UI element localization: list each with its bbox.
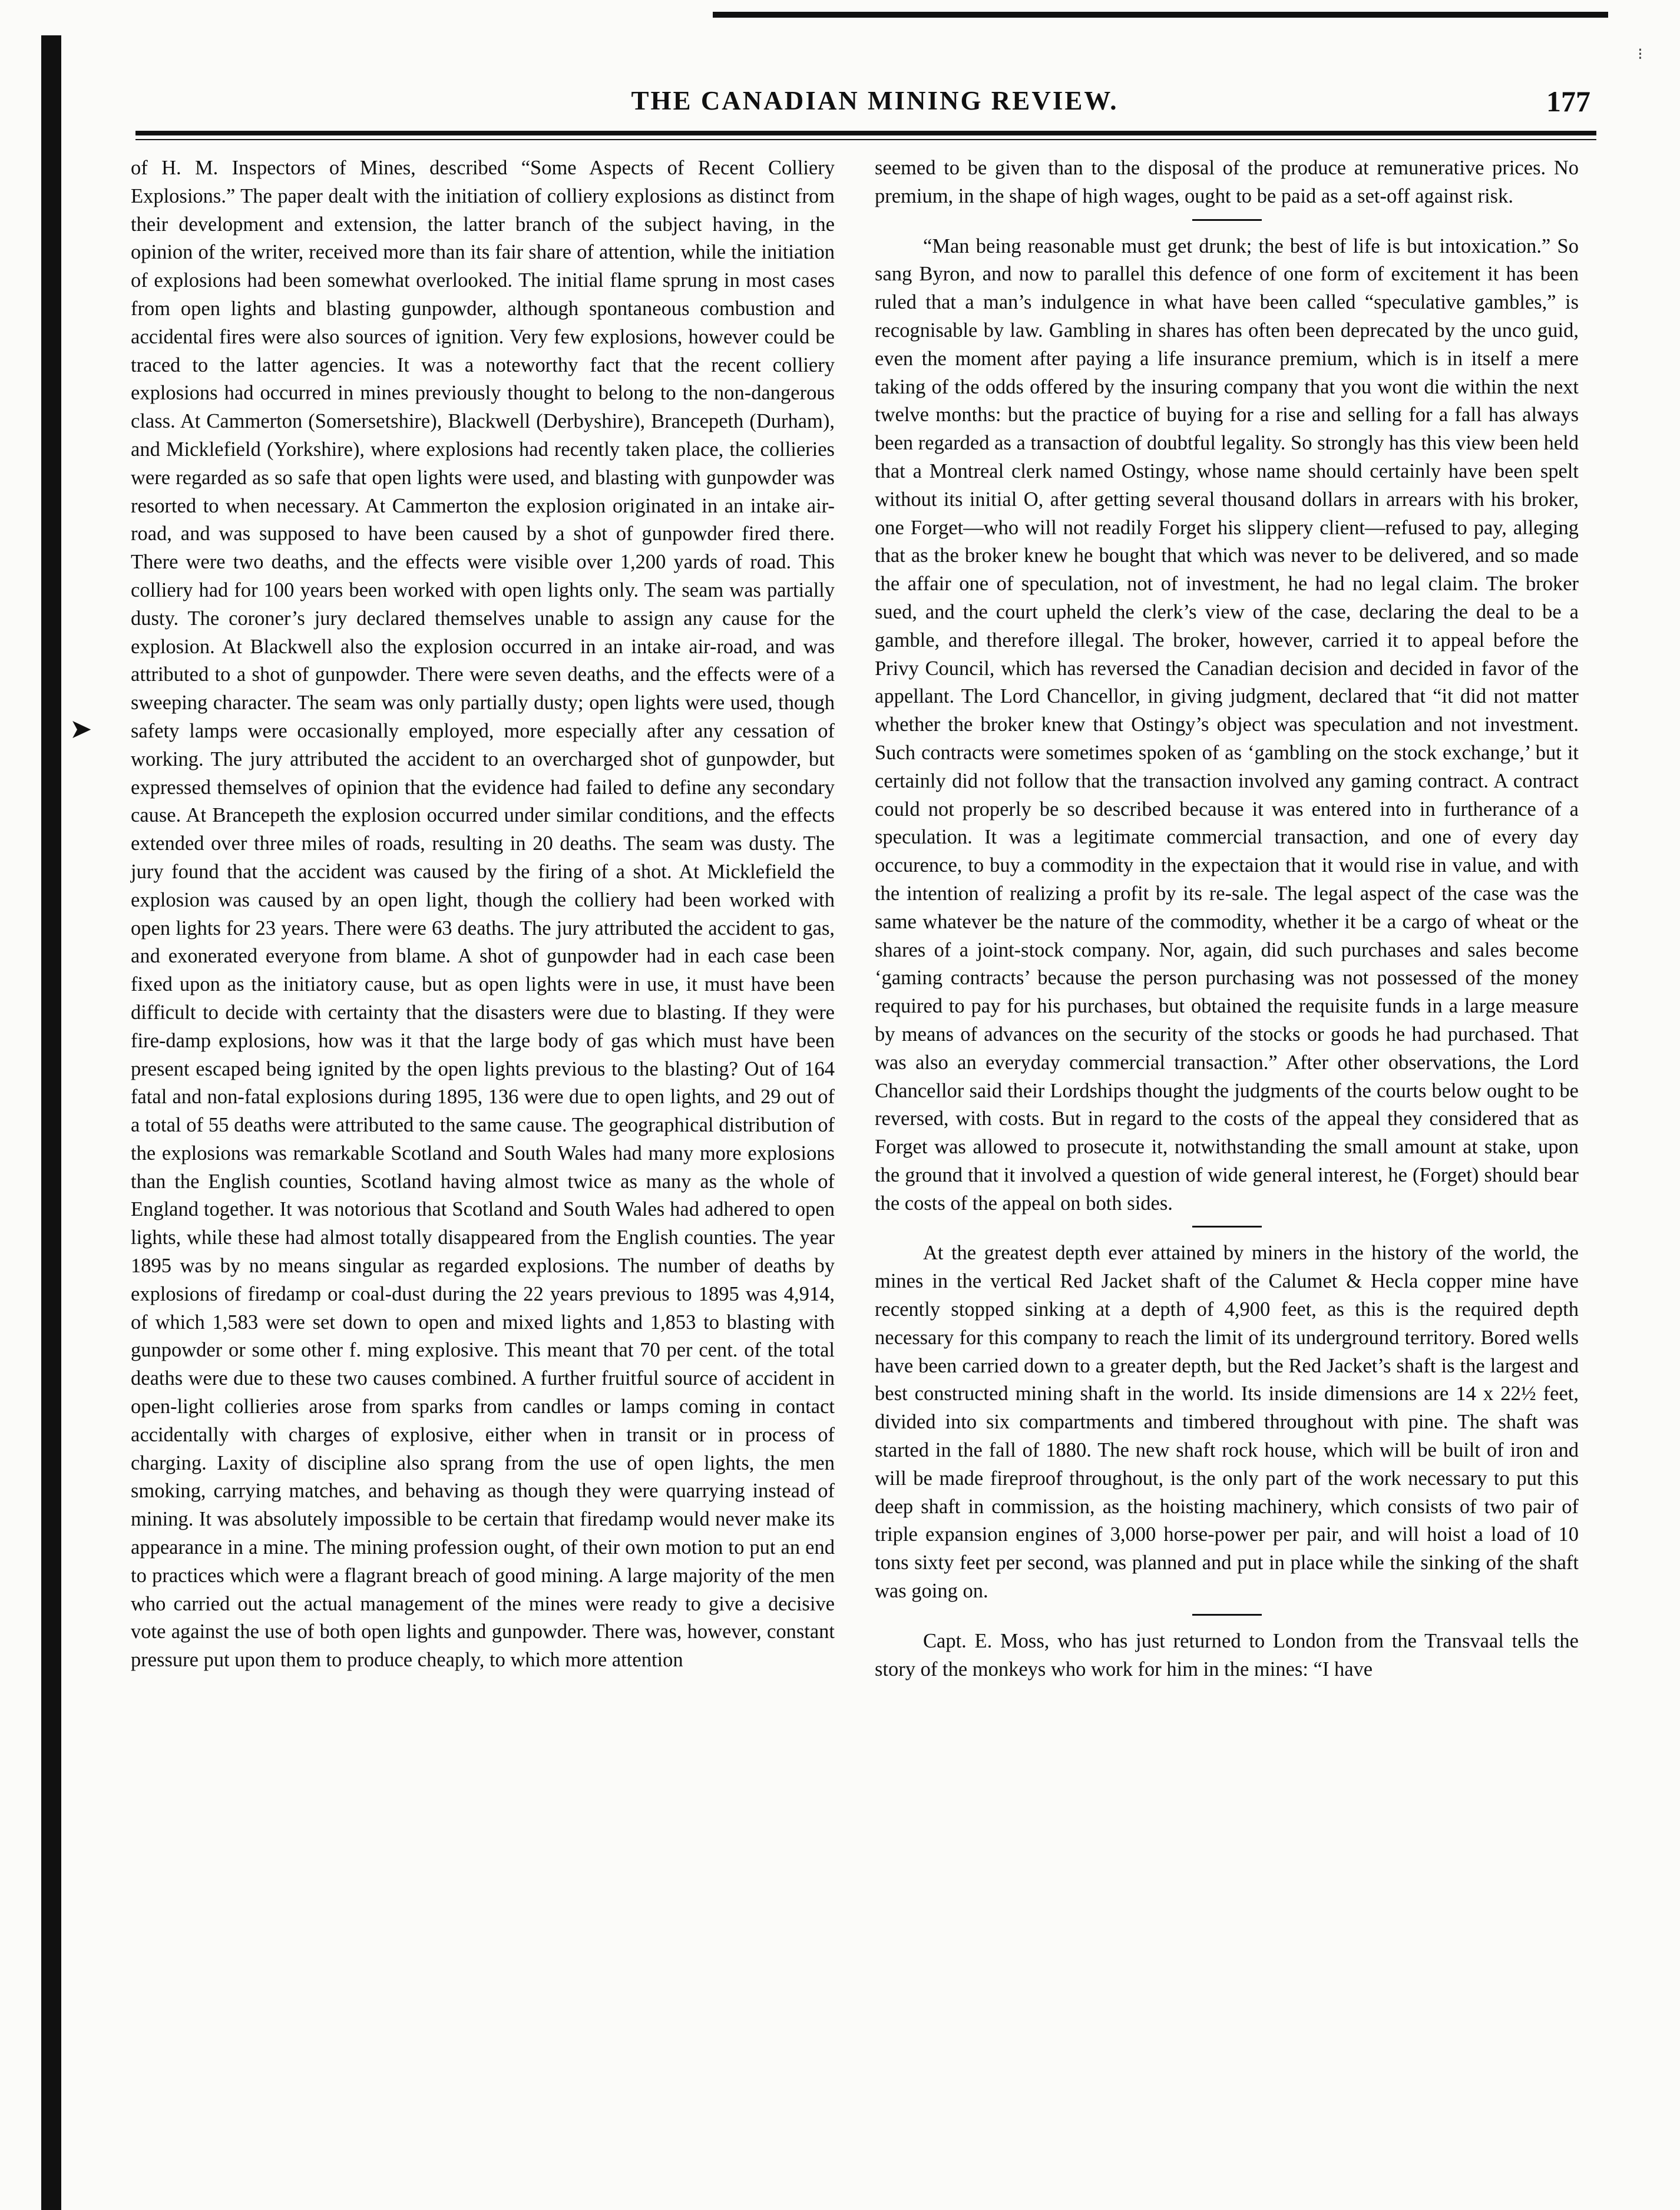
header-rule-thin [135,139,1596,140]
paragraph-risk: seemed to be given than to the disposal of the produce at remunerative prices. No premium, in the shape of high wages, ought to be paid as a set-off against risk. [875,157,1579,207]
paragraph-colliery-explosions: of H. M. Inspectors of Mines, described “Some Aspects of Recent Colliery Explosions.” The paper dealt with the initiation of colliery explosions as distinct from their development and extension, the latter branch of the subject having, in the opinion of the writer, received more than its fair share of attention, while the initiation of explosions had been somewhat overlooked. The initial flame sprung in most cases from open lights and blasting gunpowder, although spontaneous combustion and accidental fires were also sources of ignition. Very few explosions, however could be traced to the latter agencies. It was a noteworthy fact that the recent colliery explosions had occurred in mines previously thought to belong to the non-dangerous class. At Cammerton (Somersetshire), Blackwell (Derbyshire), Brancepeth (Durham), and Micklefield (Yorkshire), where explosions had recently taken place, the collieries were regarded as so safe that open lights were used, and blasting with gunpowder was resorted to when necessary. At Cammerton the explosion originated in an intake air-road, and was supposed to have been caused by a shot of gunpowder fired there. There were two deaths, and the effects were visible over 1,200 yards of road. This colliery had for 100 years been worked with open lights only. The seam was partially dusty. The coroner’s jury declared themselves unable to assign any cause for the explosion. At Blackwell also the explosion occurred in an intake air-road, and was attributed to a shot of gunpowder. There were seven deaths, and the effects were of a sweeping character. The seam was only partially dusty; open lights were used, though safety lamps were occasionally employed, more especially after any cessation of working. The jury attributed the accident to an overcharged shot of gunpowder, but expressed themselves of opinion that the evidence had failed to define any secondary cause. At Brancepeth the explosion occurred under similar conditions, and the effects extended over three miles of roads, resulting in 20 deaths. The seam was dusty. The jury found that the accident was caused by the firing of a shot. At Micklefield the explosion was caused by an open light, though the colliery had been worked with open lights for 23 years. There were 63 deaths. The jury attributed the accident to gas, and exonerated everyone from blame. A shot of gunpowder had in each case been fixed upon as the initiatory cause, but as open lights were in use, it must have been difficult to decide with certainty that the disasters were due to blasting. If they were fire-damp explosions, how was it that the large body of gas which must have been present escaped being ignited by the open lights previous to the blasting? Out of 164 fatal and non-fatal explosions during 1895, 136 were due to open lights, and 29 out of a total of 55 deaths were attributed to the same cause. The geographical distribution of the explosions was remarkable Scotland and South Wales had many more explosions than the English counties, Scotland having almost twice as many as the whole of England together. It was notorious that Scotland and South Wales had adhered to open lights, while these had almost totally disappeared from the English counties. The year 1895 was by no means singular as regarded explosions. The number of deaths by explosions of firedamp or coal-dust during the 22 years previous to 1895 was 4,914, of which 1,583 were set down to open and mixed lights and 1,853 to blasting with gunpowder or some other f. ming explosive. This meant that 70 per cent. of the total deaths were due to these two causes combined. A further fruitful source of accident in open-light collieries arose from sparks from candles or lamps coming in contact accidentally with charges of explosive, either when in transit or in process of charging. Laxity of discipline also sprang from the use of open lights, the men smoking, carrying matches, and behaving as though they were quarrying instead of mining. It was absolutely impossible to be certain that firedamp would never make its appearance in a mine. The mining profession ought, of their own motion to put an end to practices which were a flagrant breach of good mining. A large majority of the men who carried out the actual management of the mines were ready to give a decisive vote against the use of both open lights and gunpowder. There was, however, constant pressure put upon them to produce cheaply, to which more attention [131,157,835,1672]
paragraph-monkeys: Capt. E. Moss, who has just returned to London from the Transvaal tells the story of the monkeys who work for him in the mines: “I have [875,1629,1579,1680]
section-divider [1192,1226,1262,1228]
paragraph-red-jacket-shaft: At the greatest depth ever attained by miners in the history of the world, the mines in the vertical Red Jacket shaft of the Calumet & Hecla copper mine have recently stopped sinking at a depth of 4,900 feet, as this is the required depth necessary for this company to reach the limit of its underground territory. Bored wells have been carried down to a greater depth, but the Red Jacket’s shaft is the largest and best constructed mining shaft in the world. Its inside dimensions are 14 x 22½ feet, divided into six compartments and timbered throughout with pine. The shaft was started in the fall of 1880. The new shaft rock house, which will be built of iron and will be made fireproof throughout, is the only part of the work necessary to put this deep shaft in commission, as the hoisting machinery, which consists of two pair of triple expansion engines of 3,000 horse-power per pair, and will hoist a load of 10 tons sixty feet per second, was planned and put in place while the sinking of the shaft was going on. [875,1242,1579,1603]
section-divider [1192,1614,1262,1616]
margin-mark-icon: ⁝ [1638,45,1643,64]
top-rule [713,12,1608,18]
left-column [131,154,835,1675]
margin-arrow-icon: ➤ [70,714,92,744]
page-number: 177 [1546,85,1590,118]
right-column [875,154,1579,1683]
page-header [135,80,1614,133]
binding-edge [41,35,61,2210]
running-head: THE CANADIAN MINING REVIEW. [631,86,1119,115]
header-rule [135,131,1596,135]
section-divider [1192,219,1262,221]
paragraph-gambling-shares: “Man being reasonable must get drunk; the best of life is but intoxication.” So sang Byron, and now to parallel this defence of one form of excitement it has been ruled that a man’s indulgence in what have been called “speculative gambles,” is recognisable by law. Gambling in shares has often been deprecated by the unco guid, even the moment after paying a life insurance premium, which is in itself a mere taking of the odds offered by the insuring company that you wont die within the next twelve months: but the practice of buying for a rise and selling for a fall has always been regarded as a transaction of doubtful legality. So strongly has this view been held that a Montreal clerk named Ostingy, whose name should certainly have been spelt without its initial O, after getting several thousand dollars in arrears with his broker, one Forget—who will not readily Forget his slippery client—refused to pay, alleging that as the broker knew he bought that which was never to be delivered, and so made the affair one of speculation, not of investment, he had no legal claim. The broker sued, and the court upheld the clerk’s view of the case, declaring the deal to be a gamble, and therefore illegal. The broker, however, carried it to appeal before the Privy Council, which has reversed the Canadian decision and decided in favor of the appellant. The Lord Chancellor, in giving judgment, declared that “it did not matter whether the broker knew that Ostingy’s object was speculation and not investment. Such contracts were sometimes spoken of as ‘gambling on the stock exchange,’ but it certainly did not follow that the transaction involved any gaming contract. A contract could not properly be so described because it was entered into in furtherance of a speculation. It was a legitimate commercial transaction, and one of every day occurence, to buy a commodity in the expectaion that it would rise in value, and with the intention of realizing a profit by its re-sale. The legal aspect of the case was the same whatever be the nature of the commodity, whether it be a cargo of wheat or the shares of a joint-stock company. Nor, again, did such purchases and sales become ‘gaming contracts’ because the person purchasing was not possessed of the money required to pay for his purchases, but obtained the requisite funds in a large measure by means of advances on the security of the stocks or goods he had purchased. That was also an everyday commercial transaction.” After other observations, the Lord Chancellor said their Lordships thought the judgments of the courts below ought to be reversed, with costs. But in regard to the costs of the appeal they considered that as Forget was allowed to prosecute it, notwithstanding the small amount at stake, upon the ground that it involved a question of wide general interest, he (Forget) should bear the costs of the appeal on both sides. [875,234,1579,1215]
